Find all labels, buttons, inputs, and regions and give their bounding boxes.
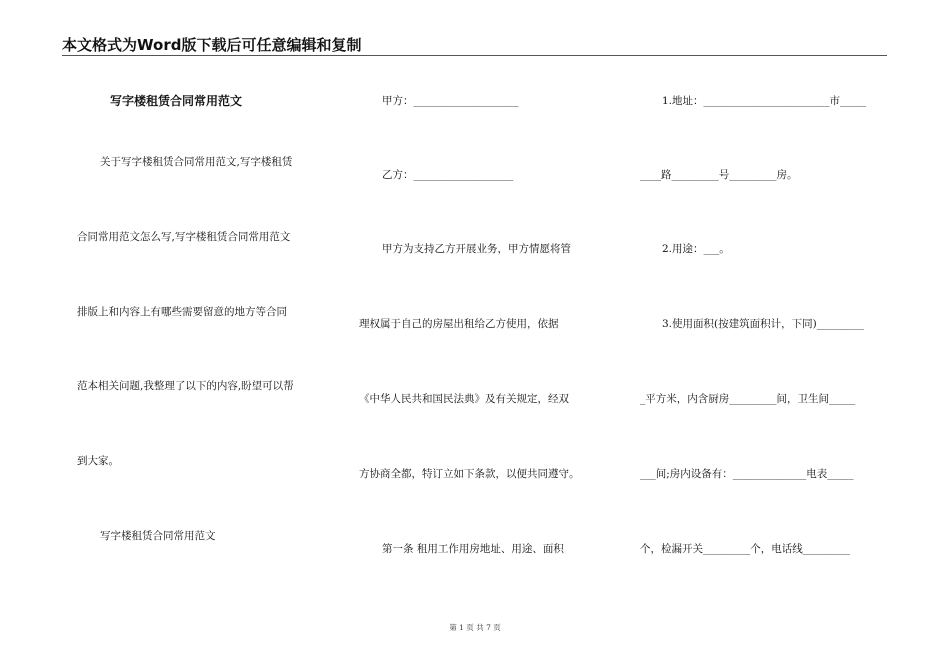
section-heading: 写字楼租赁合同常用范文	[100, 530, 216, 542]
document-title: 写字楼租赁合同常用范文	[110, 94, 243, 108]
equipment-line-continued: 个，检漏开关_________个，电话线_________	[640, 543, 850, 555]
document-banner: 本文格式为Word版下载后可任意编辑和复制	[62, 36, 362, 54]
paragraph-line: 到大家。	[77, 455, 119, 467]
address-line: 1.地址：________________________市_____	[662, 95, 867, 107]
area-line-continued: _平方米，内含厨房_________间，卫生间_____	[640, 393, 856, 405]
paragraph-line: 方协商全都，特订立如下条款，以便共同遵守。	[359, 468, 580, 480]
paragraph-line: 排版上和内容上有哪些需要留意的地方等合同	[77, 306, 287, 318]
usage-line: 2.用途：___。	[662, 243, 730, 255]
party-b-line: 乙方：___________________	[382, 169, 514, 181]
page-number: 第 1 页 共 7 页	[449, 623, 501, 632]
equipment-line: ___间;房内设备有：______________电表_____	[640, 468, 854, 480]
header-divider	[62, 55, 887, 56]
article-heading: 第一条 租用工作用房地址、用途、面积	[382, 543, 564, 555]
paragraph-line: 甲方为支持乙方开展业务，甲方情愿将管	[382, 243, 571, 255]
party-a-line: 甲方：____________________	[382, 95, 519, 107]
paragraph-line: 合同常用范文怎么写,写字楼租赁合同常用范文	[77, 231, 291, 243]
paragraph-line: 范本相关问题,我整理了以下的内容,盼望可以帮	[77, 380, 294, 392]
paragraph-line: 《中华人民共和国民法典》及有关规定，经双	[359, 393, 569, 405]
address-line-continued: ____路_________号_________房。	[640, 169, 798, 181]
paragraph-line: 理权属于自己的房屋出租给乙方使用，依据	[359, 318, 559, 330]
paragraph-line: 关于写字楼租赁合同常用范文,写字楼租赁	[100, 156, 293, 168]
area-line: 3.使用面积(按建筑面积计，下同)_________	[662, 318, 864, 330]
